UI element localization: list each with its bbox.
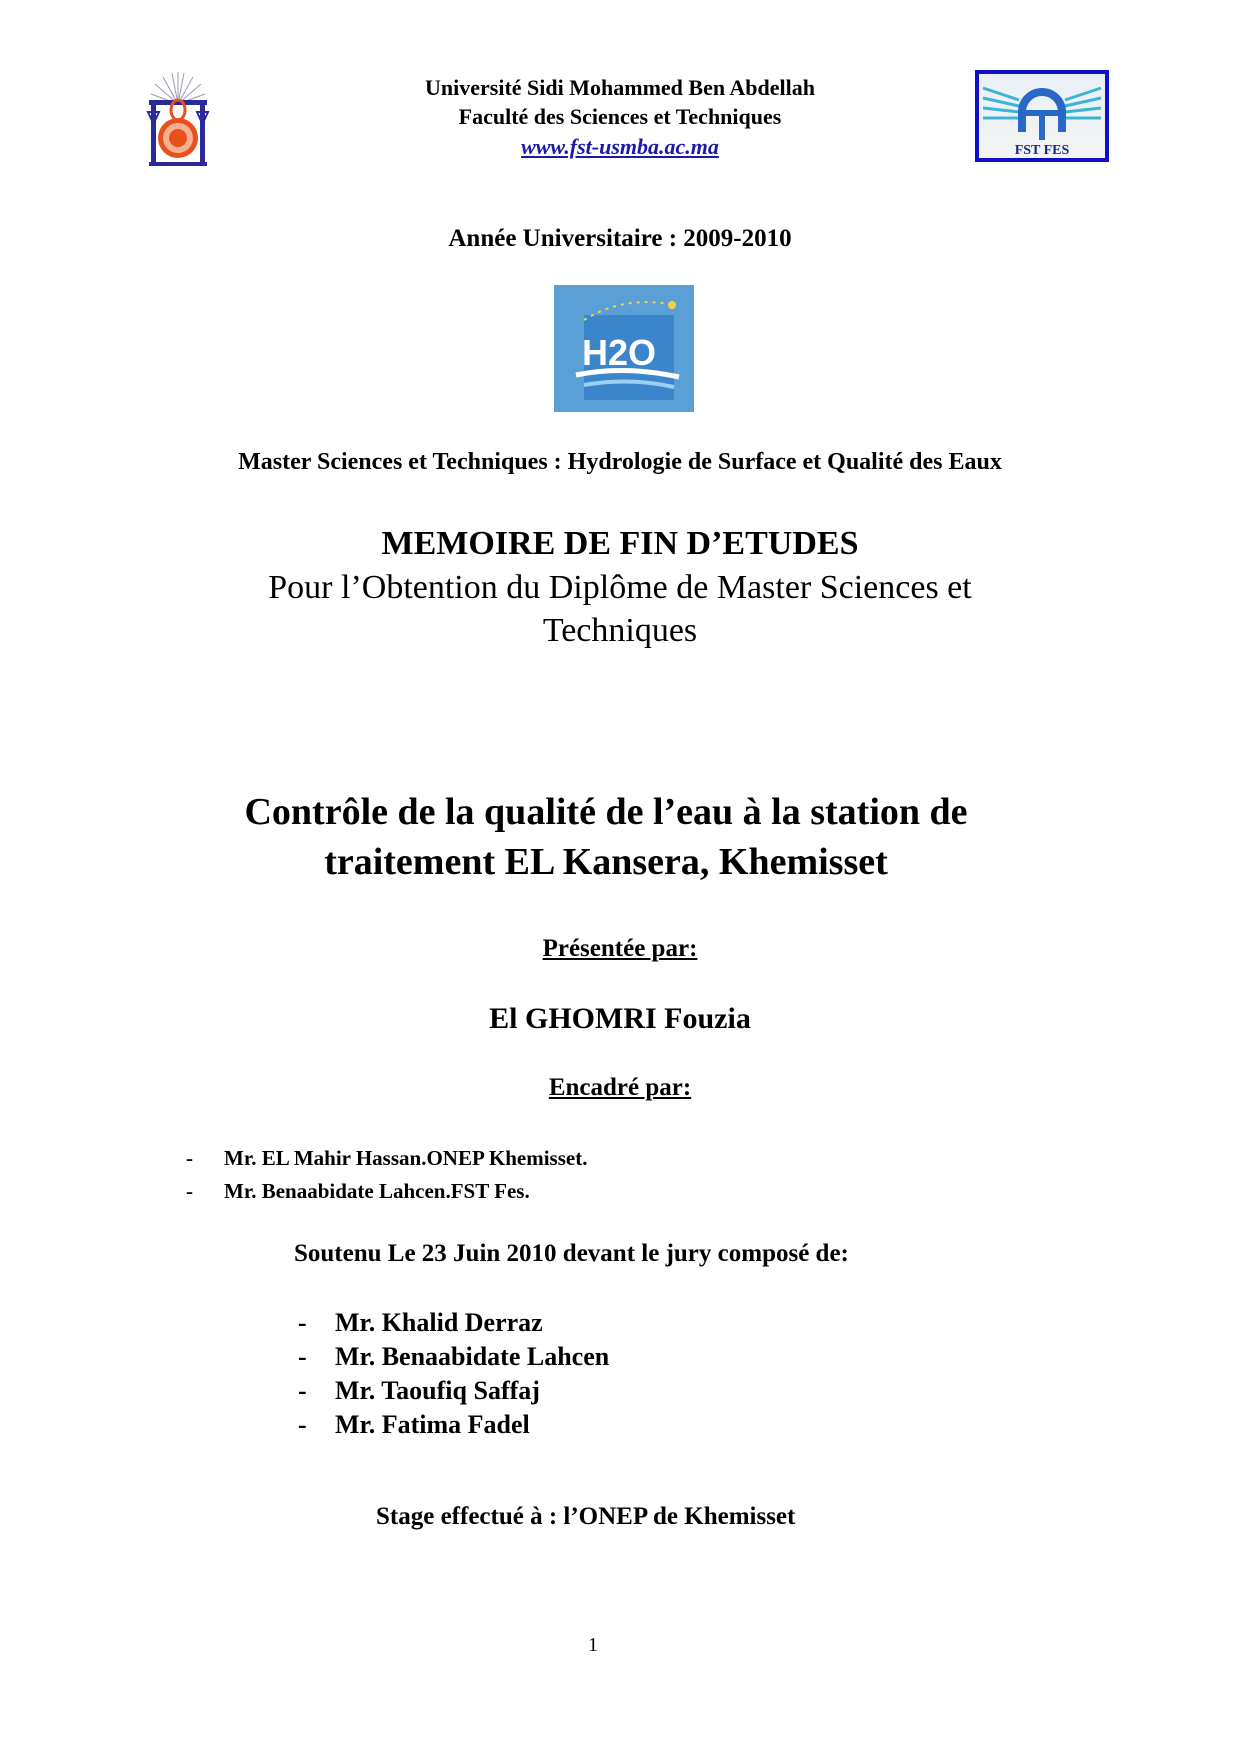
jury-member [0, 1308, 1240, 1342]
defense-statement: Soutenu Le 23 Juin 2010 devant le jury composé de: [294, 1240, 849, 1267]
list-bullet: - [298, 1308, 307, 1337]
fst-fes-logo [975, 70, 1109, 162]
memoire-subtitle-line2: Techniques [542, 612, 698, 649]
student-name: El GHOMRI Fouzia [489, 1002, 751, 1035]
supervisor-item [0, 1146, 1240, 1176]
page-number: 1 [588, 1634, 598, 1656]
list-bullet: - [298, 1410, 307, 1439]
jury-member [0, 1410, 1240, 1444]
list-bullet: - [298, 1376, 307, 1405]
master-program: Master Sciences et Techniques : Hydrologie de Surface et Qualité des Eaux [238, 449, 1002, 475]
presented-by-label: Présentée par [542, 935, 690, 962]
list-bullet: - [186, 1146, 193, 1170]
svg-text:FST FES: FST FES [1014, 143, 1070, 158]
jury-member [0, 1342, 1240, 1376]
university-name: Université Sidi Mohammed Ben Abdellah [425, 75, 815, 100]
thesis-title-line1: Contrôle de la qualité de l’eau à la station de [244, 791, 968, 833]
jury-member [0, 1376, 1240, 1410]
internship-location: Stage effectué à : l’ONEP de Khemisset [376, 1503, 796, 1530]
memoire-subtitle-line1: Pour l’Obtention du Diplôme de Master Sciences et [268, 569, 972, 606]
svg-text:H2O: H2O [582, 332, 657, 373]
presented-by-colon: : [689, 935, 698, 962]
list-bullet: - [298, 1342, 307, 1371]
supervisor-item [0, 1179, 1240, 1209]
fst-emblem-icon [979, 74, 1105, 158]
memoire-heading: MEMOIRE DE FIN D’ETUDES [381, 525, 859, 562]
water-drop-icon [554, 285, 694, 412]
thesis-title-line2: traitement EL Kansera, Khemisset [324, 841, 888, 883]
supervised-by-colon: : [682, 1074, 692, 1101]
list-bullet: - [186, 1179, 193, 1203]
website-link[interactable]: www.fst-usmba.ac.ma [521, 134, 719, 159]
supervised-by-label: Encadré par [548, 1074, 683, 1101]
jury-member-name: Mr. Taoufiq Saffaj [335, 1376, 540, 1405]
supervisor-text: Mr. EL Mahir Hassan.ONEP Khemisset. [224, 1146, 588, 1170]
jury-member-name: Mr. Khalid Derraz [335, 1308, 543, 1337]
jury-member-name: Mr. Benaabidate Lahcen [335, 1342, 610, 1371]
supervisor-text: Mr. Benaabidate Lahcen.FST Fes. [224, 1179, 530, 1203]
h2o-master-logo [554, 285, 694, 412]
faculty-name: Faculté des Sciences et Techniques [458, 104, 782, 129]
jury-member-name: Mr. Fatima Fadel [335, 1410, 530, 1439]
academic-year: Année Universitaire : 2009-2010 [448, 225, 792, 252]
